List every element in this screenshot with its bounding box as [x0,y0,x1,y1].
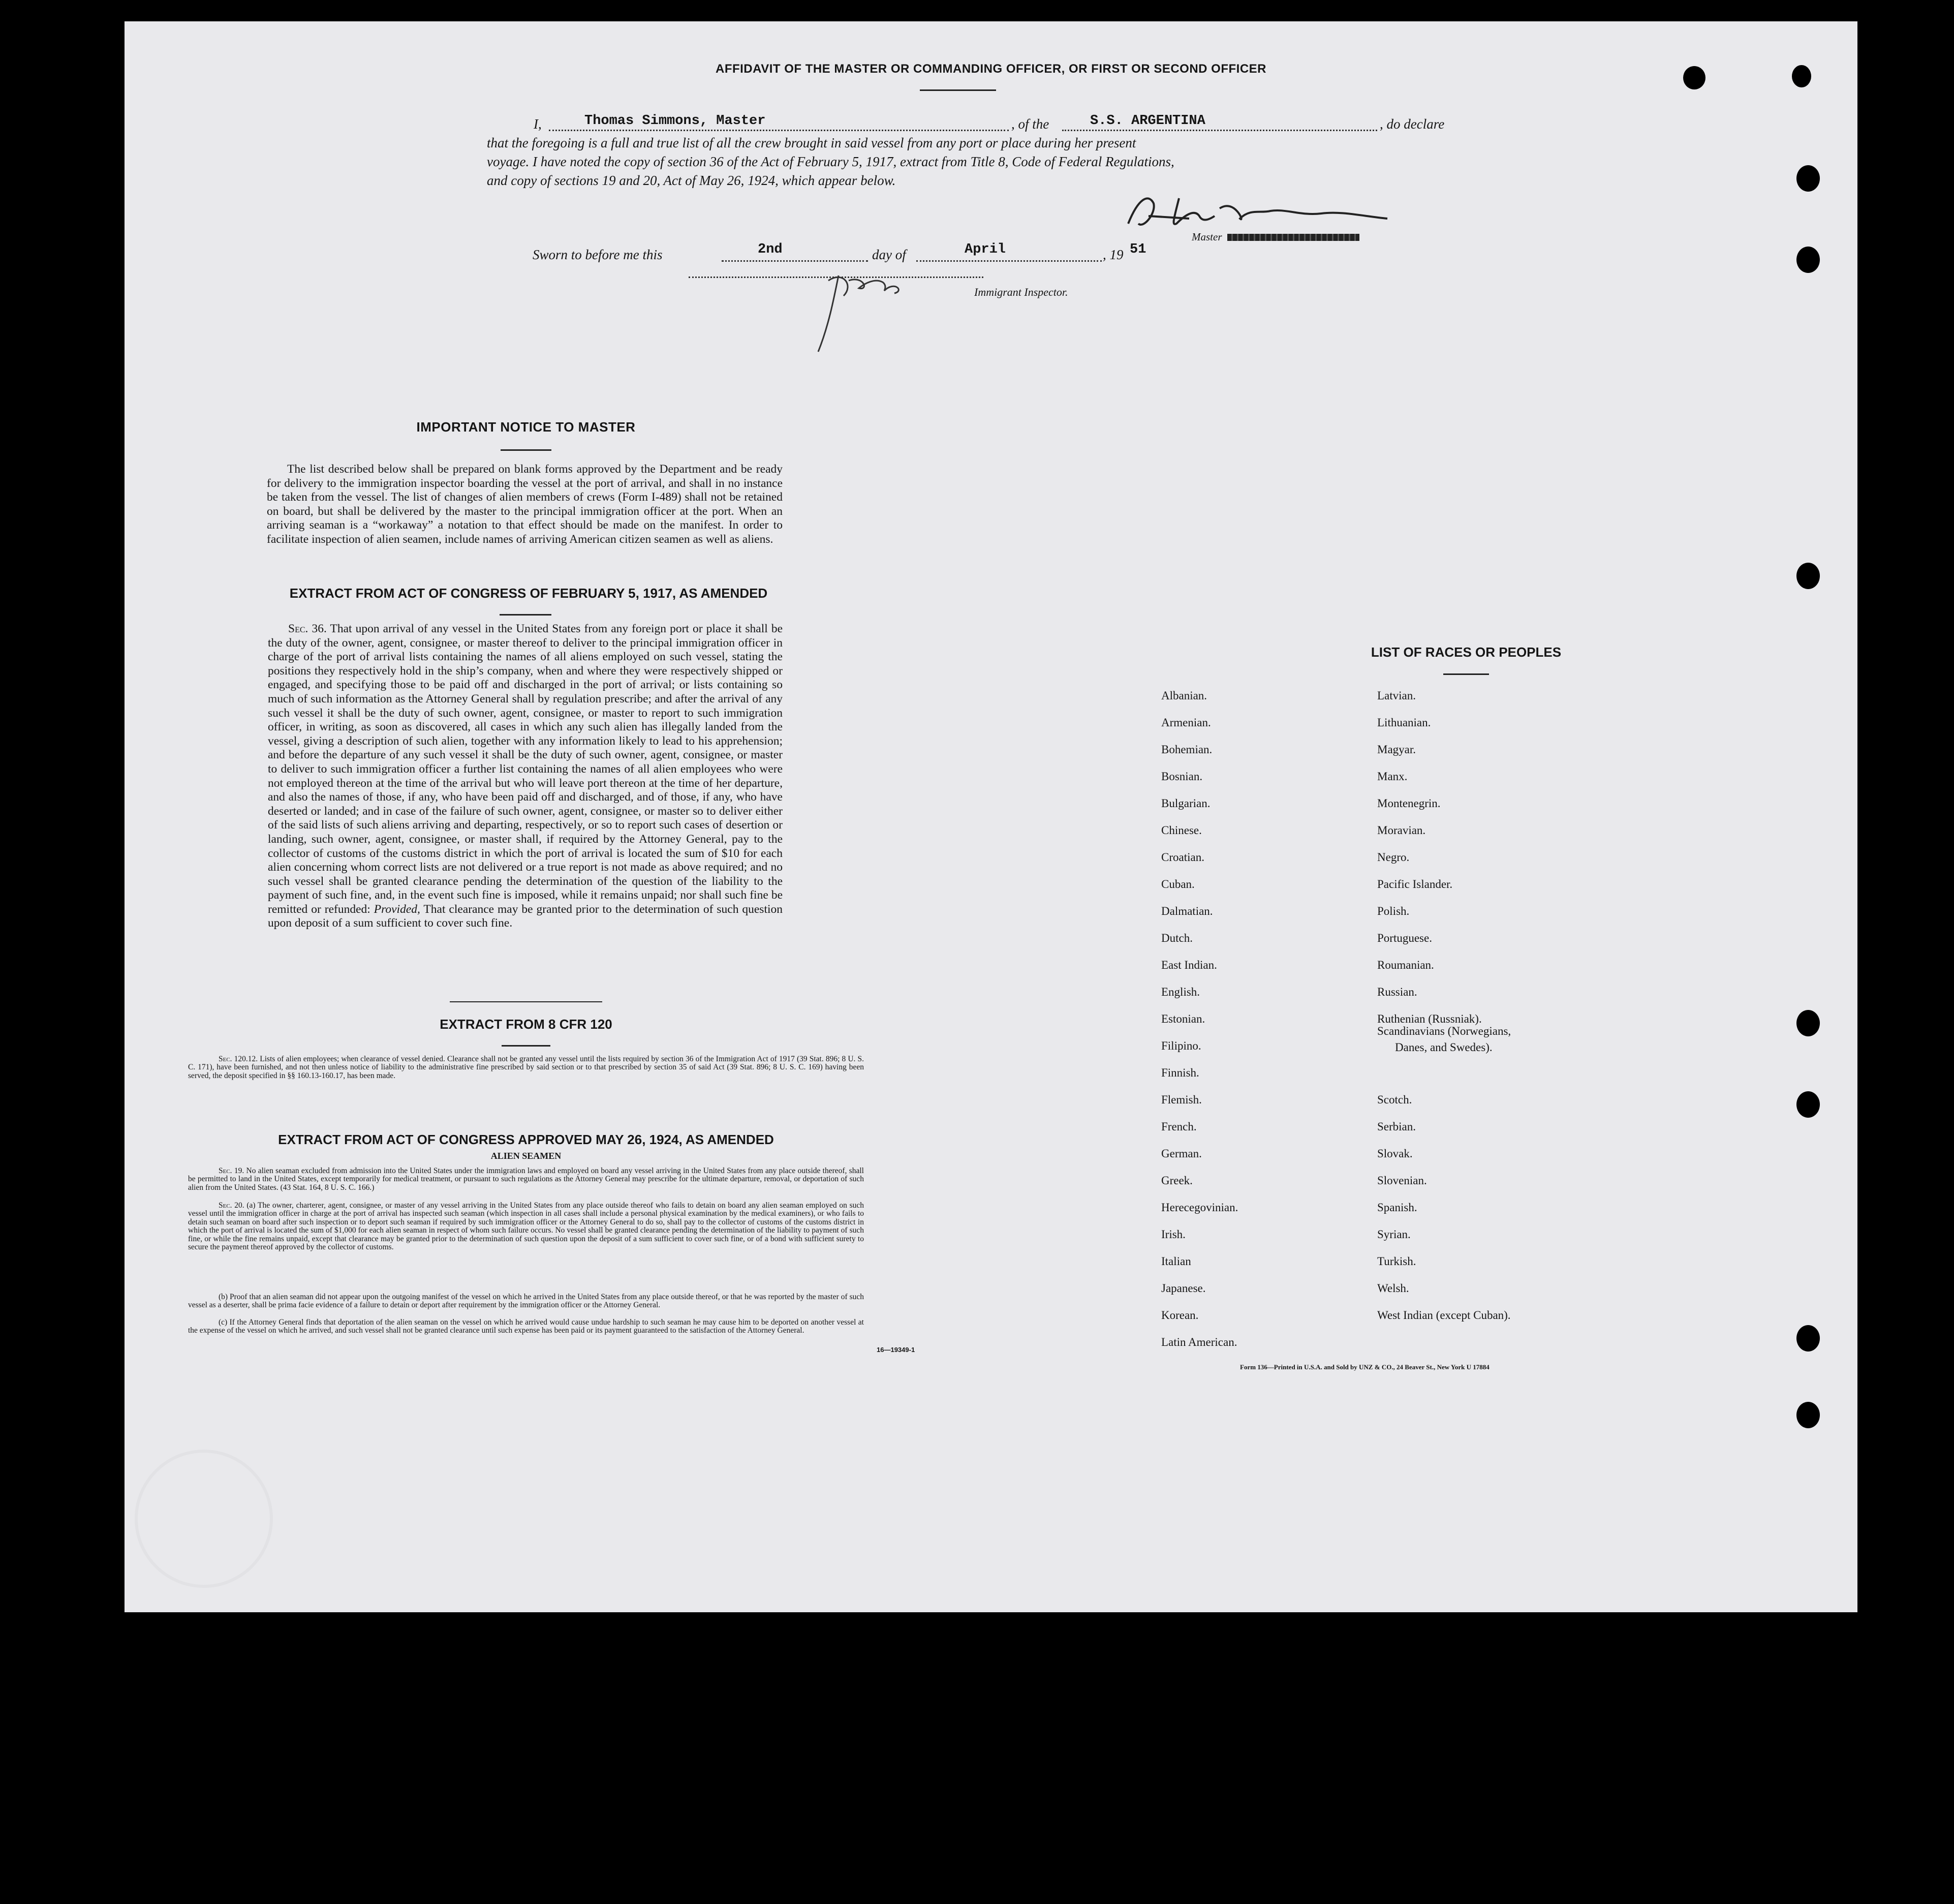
race-item: Scandinavians (Norwegians, [1377,1025,1511,1037]
binder-hole [1796,1010,1820,1036]
race-item: Bohemian. [1161,743,1213,756]
sec-19-label: Sec. 19. [219,1166,244,1175]
document-page [125,21,1857,1612]
notice-paragraph: The list described below shall be prepared on blank forms approved by the Department and be ready for delivery to the immigration inspector boarding the vessel at the port of arrival, and shall in no instance be taken from the vessel. The list of changes of alien members of crews (Form I-489) shall not be retained on board, but shall be delivered by the master to the principal immigration officer at the port. When an arriving seaman is a “workaway” a notation to that effect should be made on the manifest. In order to facilitate inspection of alien seamen, include names of arriving American citizen seamen as well as aliens. [267,463,783,546]
sec-20-label: Sec. 20. [219,1201,244,1210]
race-item: Slovak. [1377,1147,1413,1160]
race-item: Latvian. [1377,689,1416,702]
race-item: Armenian. [1161,716,1211,729]
sworn-month-value: April [965,242,1006,257]
sec-20a-paragraph [188,1202,864,1251]
race-item: French. [1161,1120,1197,1133]
affidavit-title: AFFIDAVIT OF THE MASTER OR COMMANDING OFFICER, OR FIRST OR SECOND OFFICER [715,62,1267,76]
binder-hole [1796,1325,1820,1352]
race-item: Portuguese. [1377,932,1432,944]
scandinavians-continued: Danes, and Swedes). [1395,1041,1493,1054]
extract-cfr-underline [502,1045,550,1047]
race-item: Chinese. [1161,824,1202,837]
binder-hole [1796,1402,1820,1428]
extract-cfr-title: EXTRACT FROM 8 CFR 120 [440,1017,612,1032]
day-of-label: day of [872,247,906,262]
sworn-day-field [722,245,868,262]
of-the-label: , of the [1011,116,1049,132]
sec-36-text: That upon arrival of any vessel in the United States from any foreign port or place it shall be the duty of the owner, agent, consignee, or master thereof to deliver to the principal immigration officer in charge of the port of arrival lists containing the names of all aliens employed on such vessel, stating the positions they respectively hold in the ship’s company, when and where they were respectively shipped or engaged, and specifying those to be paid off and discharged in the port of arrival; or lists containing so much of such information as the Attorney General shall by regulation prescribe; and after the arrival of any such vessel it shall be the duty of such owner, agent, consignee, or master to report to such immigration officer, in writing, as soon as discovered, all cases in which any such alien has illegally landed from the vessel, giving a description of such alien, together with any information likely to lead to his apprehension; and before the departure of any such vessel it shall be the duty of such owner, agent, consignee, or master to deliver to such immigration officer a further list containing the names of all alien employees who were not employed thereon at the time of the arrival but who will leave port thereon at the time of her departure, and also the names of those, if any, who have been paid off and discharged, and of those, if any, who have deserted or landed; and in case of the failure of such owner, agent, consignee, or master so to deliver either of the said lists of such aliens arriving and departing, respectively, or so to report such cases of desertion or landing, such owner, agent, consignee, or master shall, if required by the Attorney General, pay to the collector of customs of the customs district in which the port of arrival is located the sum of $10 for each alien concerning whom correct lists are not delivered or a true report is not made as above required; and no such vessel shall be granted clearance pending the determination of the question of the liability to the payment of such fine, and, in the event such fine is imposed, while it remains unpaid; nor shall such fine be remitted or refunded: [268,622,783,916]
race-item: Irish. [1161,1228,1186,1241]
sec-36-label: Sec. 36. [288,622,327,635]
race-item: Pacific Islander. [1377,878,1453,890]
form-code: 16—19349-1 [877,1346,915,1354]
race-item: Finnish. [1161,1066,1199,1079]
vessel-value: S.S. ARGENTINA [1090,113,1205,129]
i-label: I, [534,116,542,132]
year-prefix: , 19 [1103,247,1124,262]
race-item: Lithuanian. [1377,716,1431,729]
race-item: English. [1161,986,1200,998]
binder-hole [1796,247,1820,273]
races-title: LIST OF RACES OR PEOPLES [1371,644,1562,660]
race-item: Estonian. [1161,1012,1205,1025]
sec-120-label: Sec. 120.12. [219,1055,258,1063]
notice-underline [501,449,551,451]
year-suffix: 51 [1130,242,1146,257]
race-item: Dutch. [1161,932,1193,944]
sec-36-text-end: That clearance may be granted prior to the determination of such question upon deposit of a sum sufficient to cover such fine. [268,902,783,930]
race-item: Latin American. [1161,1336,1237,1348]
race-item: Montenegrin. [1377,797,1441,810]
race-item: Flemish. [1161,1093,1202,1106]
race-item: Russian. [1377,986,1417,998]
sec-120-text: Lists of alien employees; when clearance of vessel denied. Clearance shall not be granted any vessel until the lists required by section 36 of the Immigration Act of 1917 (39 Stat. 896; 8 U. S. C. 171), have been furnished, and not then unless notice of liability to the administrative fine prescribed by said section or to that prescribed by section 35 of said Act (39 Stat. 896; 8 U. S. C. 169) having been served, the deposit specified in §§ 160.13-160.17, has been made. [188,1055,864,1080]
race-item: Ruthenian (Russniak). [1377,1012,1482,1025]
sec-20c-paragraph: (c) If the Attorney General finds that deportation of the alien seaman on the vessel on which he arrived would cause undue hardship to such seaman he may cause him to be deported on another vessel at the expense of the vessel on which he arrived, and such vessel shall not be granted clearance until such expense has been paid or its payment guaranteed to the satisfaction of the Attorney General. [188,1318,864,1335]
race-item: Welsh. [1377,1282,1409,1295]
inspector-label: Immigrant Inspector. [974,286,1068,298]
race-item: Manx. [1377,770,1408,783]
divider-1 [450,1001,602,1002]
master-name-value: Thomas Simmons, Master [584,113,766,129]
race-item: West Indian (except Cuban). [1377,1309,1511,1322]
affidavit-line-4: and copy of sections 19 and 20, Act of May 26, 1924, which appear below. [487,173,896,188]
race-item: Polish. [1377,905,1410,917]
title-underline [920,89,996,91]
race-item: Syrian. [1377,1228,1411,1241]
affidavit-line-2: that the foregoing is a full and true list of all the crew brought in said vessel from any port or place during her present [487,135,1136,150]
race-item: Croatian. [1161,851,1204,864]
affidavit-line-3: voyage. I have noted the copy of section 36 of the Act of February 5, 1917, extract from Title 8, Code of Federal Regulations, [487,154,1174,169]
binder-hole [1796,1091,1820,1118]
race-item: Slovenian. [1377,1174,1427,1187]
races-left-column [1161,21,1364,1546]
race-item: Scotch. [1377,1093,1412,1106]
race-item: Greek. [1161,1174,1193,1187]
race-item: Filipino. [1161,1039,1201,1052]
race-item: East Indian. [1161,959,1217,971]
sec-19-text: No alien seaman excluded from admission into the United States under the immigration laws and employed on board any vessel arriving in the United States from any place outside thereof, shall be permitted to land in the United States, except temporarily for medical treatment, or pursuant to such regulations as the Attorney General may prescribe for the ultimate departure, removal, or deportation of such alien from the United States. (43 Stat. 164, 8 U. S. C. 166.) [188,1166,864,1192]
race-item: Italian [1161,1255,1191,1268]
binder-hole [1683,66,1705,89]
race-item: Albanian. [1161,689,1207,702]
race-item: Cuban. [1161,878,1195,890]
race-item: Magyar. [1377,743,1416,756]
race-item: Serbian. [1377,1120,1416,1133]
declare-label: , do declare [1380,116,1445,132]
race-item: Dalmatian. [1161,905,1213,917]
race-item: Bosnian. [1161,770,1203,783]
race-item: Moravian. [1377,824,1426,837]
form-footer: Form 136—Printed in U.S.A. and Sold by UNZ & CO., 24 Beaver St., New York U 17884 [1240,1363,1490,1371]
extract-1917-underline [500,614,551,616]
alien-seamen-subtitle: ALIEN SEAMEN [490,1151,562,1161]
notice-title: IMPORTANT NOTICE TO MASTER [416,419,636,435]
extract-1917-paragraph [268,622,783,931]
master-label: Master [1192,231,1222,243]
binder-hole [1796,563,1820,589]
race-item: Turkish. [1377,1255,1416,1268]
race-item: Negro. [1377,851,1410,864]
race-item: Herecegovinian. [1161,1201,1238,1214]
sec-19-paragraph [188,1167,864,1192]
race-item: German. [1161,1147,1202,1160]
race-item: Japanese. [1161,1282,1206,1295]
embossed-seal [135,1450,273,1588]
extract-1924-title: EXTRACT FROM ACT OF CONGRESS APPROVED MAY 26, 1924, AS AMENDED [278,1132,774,1147]
extract-1917-title: EXTRACT FROM ACT OF CONGRESS OF FEBRUARY 5, 1917, AS AMENDED [289,586,768,601]
sworn-day-value: 2nd [758,242,783,257]
extract-cfr-paragraph [188,1055,864,1080]
binder-hole [1796,165,1820,192]
race-item: Bulgarian. [1161,797,1211,810]
race-item: Roumanian. [1377,959,1434,971]
races-right-column [1377,21,1631,1546]
binder-hole [1792,65,1811,87]
sworn-label: Sworn to before me this [533,247,663,262]
sec-20b-paragraph: (b) Proof that an alien seaman did not appear upon the outgoing manifest of the vessel on which he arrived in the United States from any place outside thereof, or that he was reported by the master of such vessel as a deserter, shall be prima facie evidence of a failure to detain or deport after requirement by the immigration officer or the Attorney General. [188,1293,864,1310]
provided-word: Provided, [374,902,420,916]
race-item: Korean. [1161,1309,1199,1322]
race-item: Spanish. [1377,1201,1417,1214]
inspector-signature [808,260,910,357]
sworn-month-field [916,245,1102,262]
sec-20a-text: (a) The owner, charterer, agent, consignee, or master of any vessel arriving in the United States from any place outside thereof who fails to detain on board any alien seaman employed on such vessel until the immigration officer in charge at the port of arrival has inspected such seaman (which inspection in all cases shall include a personal physical examination by the medical examiners), or who fails to detain such seaman on board after such inspection or to deport such seaman if required by such immigration officer or the Attorney General to do so, shall pay to the collector of customs of the customs district in which the port of arrival is located the sum of $1,000 for each alien seaman in respect of whom such failure occurs. No vessel shall be granted clearance pending the determination of the liability to payment of such fine, or while the fine remains unpaid, except that clearance may be granted prior to the determination of such question upon the deposit of a sum sufficient to cover such fine, or of a bond with sufficient surety to secure the payment thereof approved by the collector of customs. [188,1201,864,1252]
